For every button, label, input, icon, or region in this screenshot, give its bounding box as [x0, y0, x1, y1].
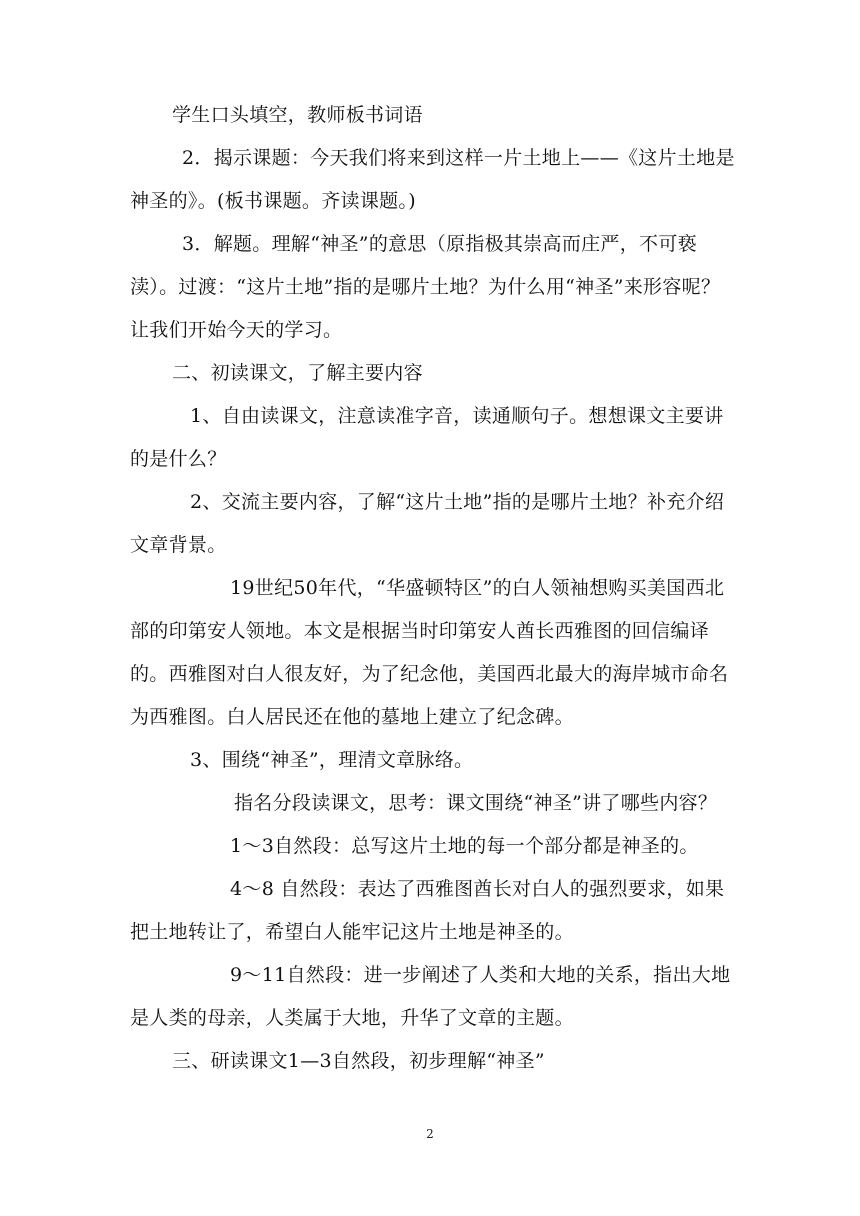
paragraph-segment-reading: 指名分段读课文，思考：课文围绕“神圣”讲了哪些内容？ [234, 792, 718, 814]
paragraph-free-reading: 1、自由读课文，注意读准字音，读通顺句子。想想课文主要讲的是什么？ [130, 405, 724, 470]
paragraph-around-sacred: 3、围绕“神圣”，理清文章脉络。 [190, 749, 474, 771]
page-number: 2 [426, 1127, 434, 1141]
paragraph-sections-1-3: 1～3自然段：总写这片土地的每一个部分都是神圣的。 [230, 835, 699, 857]
section-heading-first-reading: 二、初读课文，了解主要内容 [172, 362, 423, 384]
paragraph-exchange-content: 2、交流主要内容，了解“这片土地”指的是哪片土地？补充介绍文章背景。 [130, 491, 725, 556]
paragraph-sections-4-8: 4～8 自然段：表达了西雅图酋长对白人的强烈要求，如果把土地转让了，希望白人能牢记这片土地是神圣的。 [130, 878, 725, 943]
paragraph-reveal-title: 2．揭示课题：今天我们将来到这样一片土地上——《这片土地是神圣的》。(板书课题。齐读课题。) [130, 147, 735, 212]
section-heading-study-1-3: 三、研读课文1—3自然段，初步理解“神圣” [172, 1050, 545, 1072]
paragraph-board-words: 学生口头填空，教师板书词语 [172, 104, 423, 126]
paragraph-sections-9-11-visible: 9～11自然段：进一步阐述了人类和大地的关系，指出大地是人类的母亲，人类属于大地，升华了文章的主题。 [130, 964, 731, 1029]
paragraph-background: 19世纪50年代，“华盛顿特区”的白人领袖想购买美国西北部的印第安人领地。本文是根据当时印第安人酋长西雅图的回信编译的。西雅图对白人很友好，为了纪念他，美国西北最大的海岸城市命名为西雅图。白人居民还在他的墓地上建立了纪念碑。 [130, 577, 729, 728]
paragraph-explain-title: 3．解题。理解“神圣”的意思（原指极其崇高而庄严，不可亵渎）。过渡：“这片土地”指的是哪片土地？为什么用“神圣”来形容呢？让我们开始今天的学习。 [130, 233, 721, 341]
